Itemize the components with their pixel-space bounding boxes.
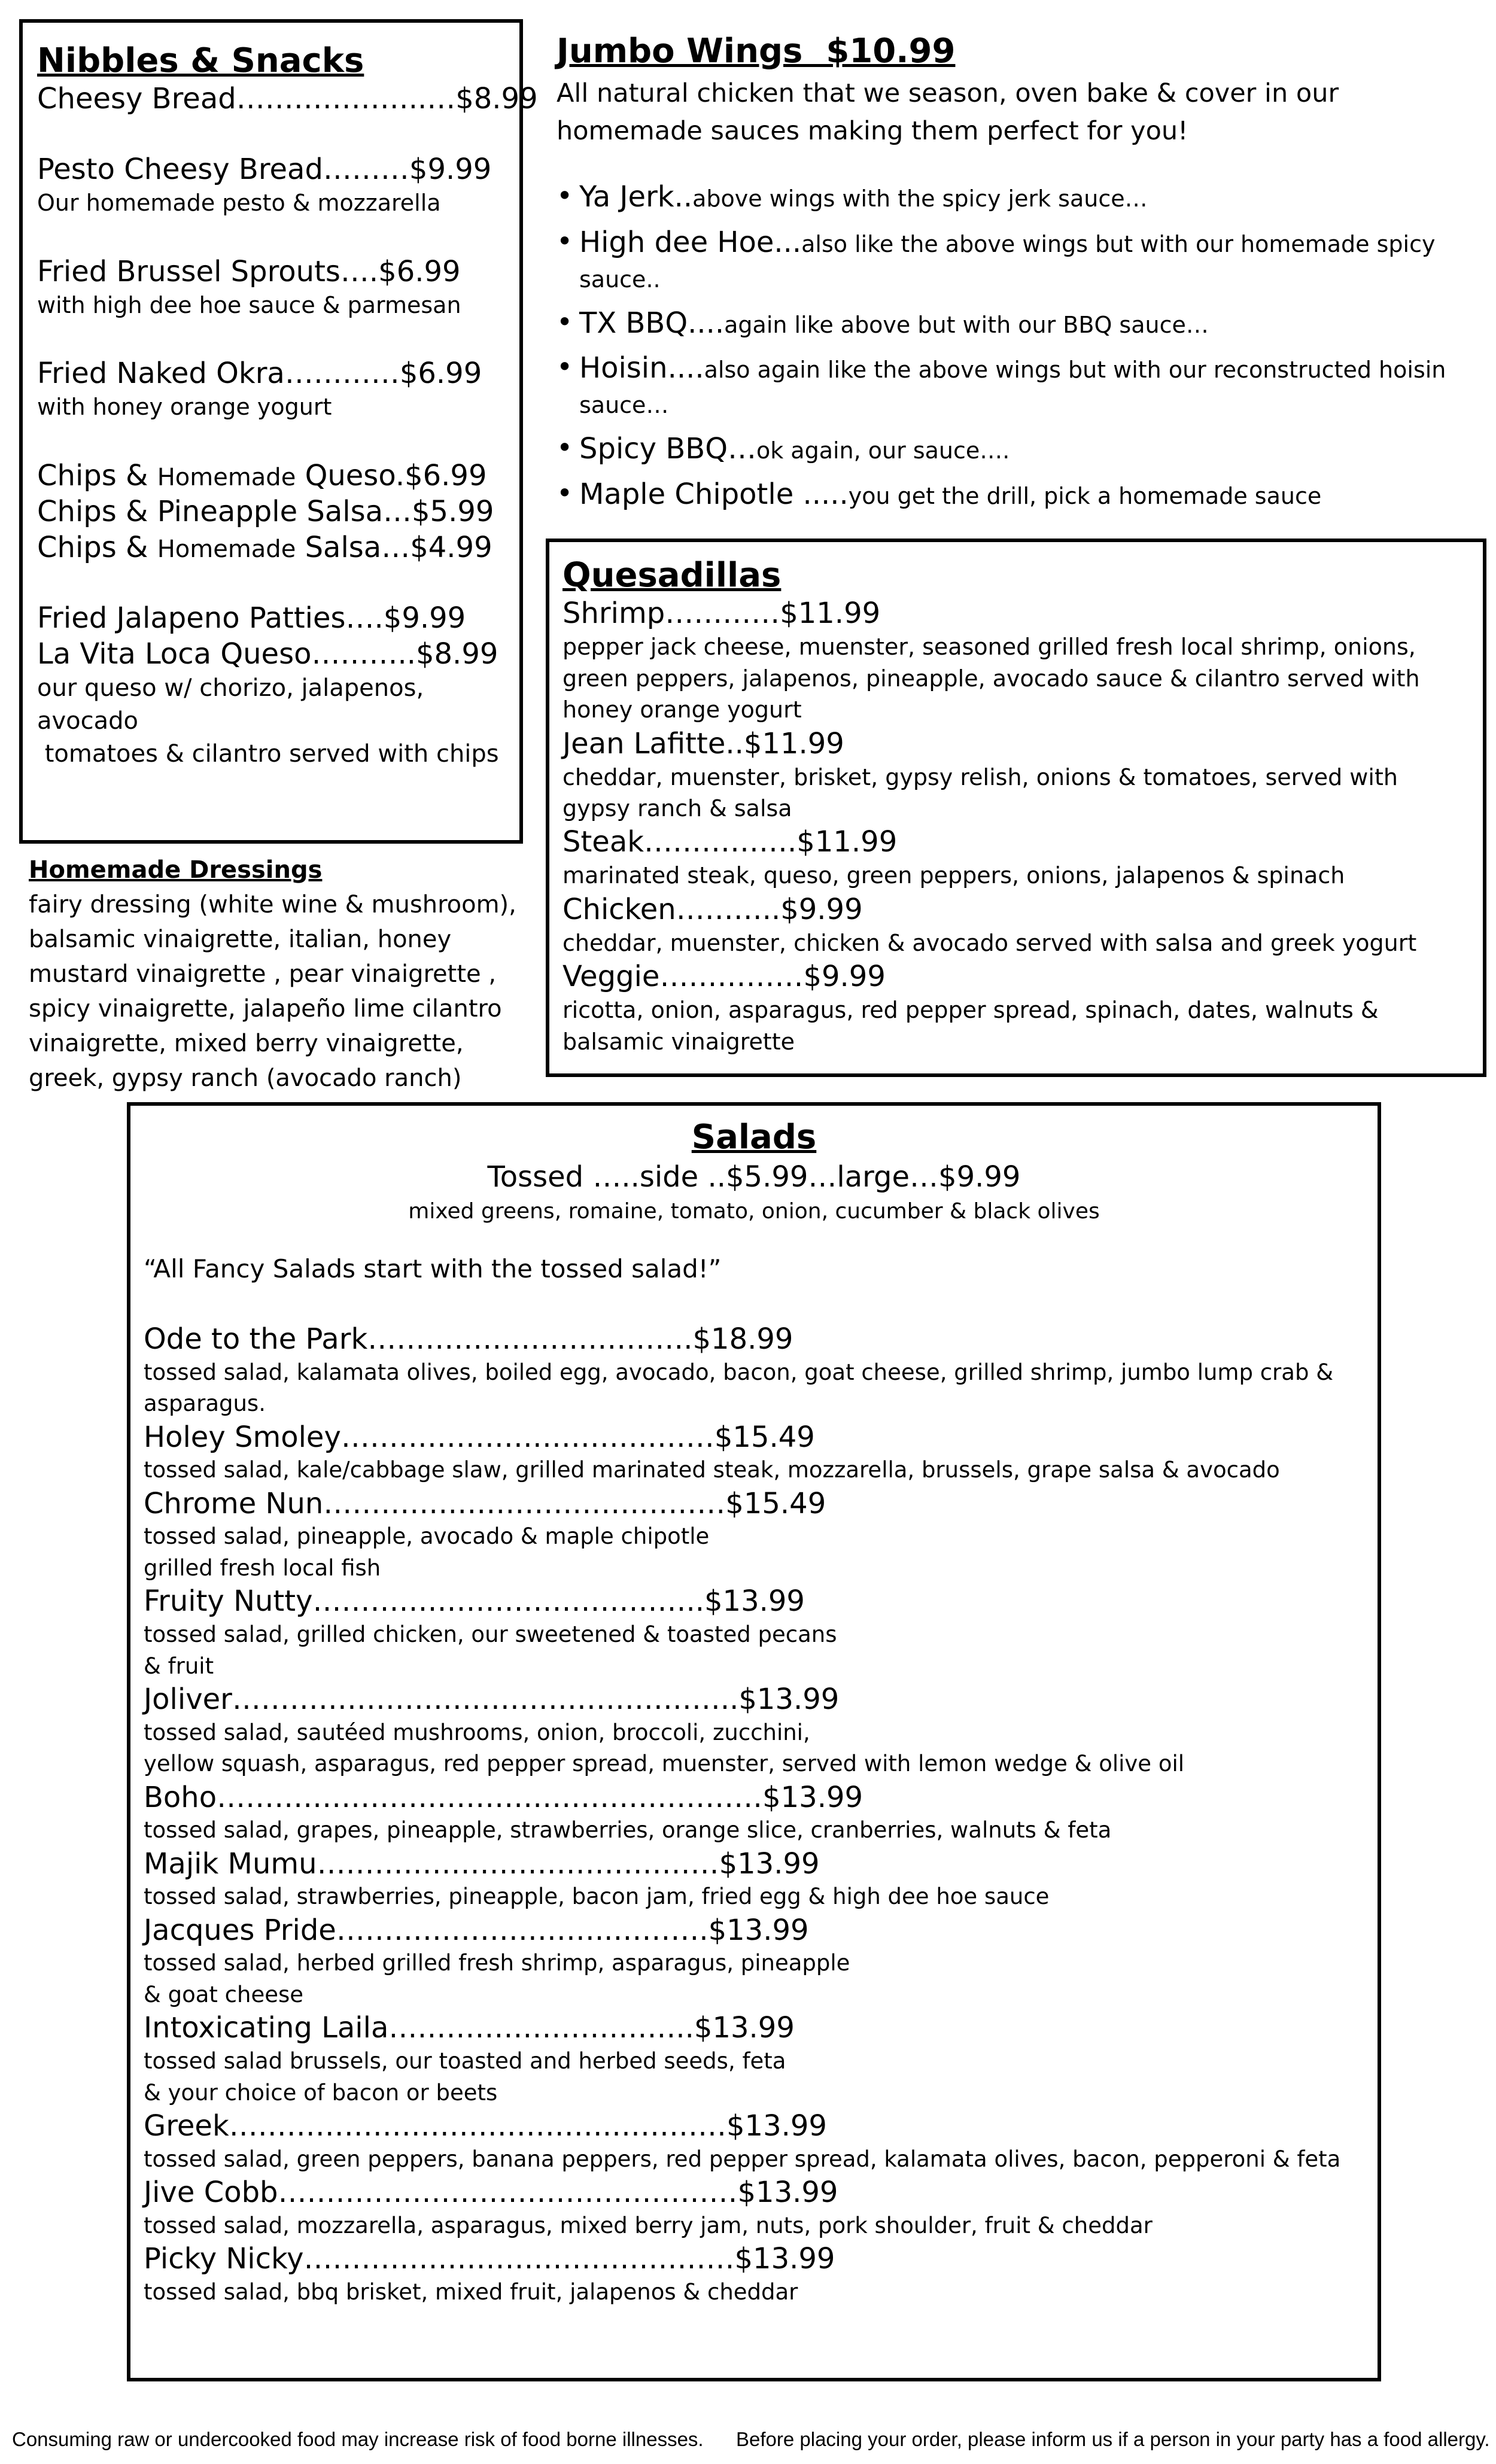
salad-desc: yellow squash, asparagus, red pepper spread, muenster, served with lemon wedge & olive oil xyxy=(144,1751,1185,1777)
wings-intro: All natural chicken that we season, oven bake & cover in our homemade sauces making them perfect for you! xyxy=(557,78,1339,146)
quesadilla-name: Jean Lafitte..$11.99 xyxy=(562,726,844,761)
salads-section xyxy=(127,1102,1381,2381)
nibbles-item-name: Pesto Cheesy Bread………$9.99 xyxy=(37,153,492,187)
wings-item-name: Maple Chipotle ..... xyxy=(579,477,849,512)
wings-item xyxy=(557,224,1478,297)
salad-name: Holey Smoley…………………………………$15.49 xyxy=(144,1420,815,1454)
wings-item-name: Spicy BBQ… xyxy=(579,432,756,466)
quesadilla-name: Shrimp…………$11.99 xyxy=(562,597,881,631)
wings-item-desc: you get the drill, pick a homemade sauce xyxy=(848,483,1322,510)
chips-queso xyxy=(37,458,519,494)
wings-item-desc: also like the above wings but with our homemade spicy sauce.. xyxy=(579,230,1436,293)
wings-item xyxy=(557,349,1478,423)
dressings-title: Homemade Dressings xyxy=(29,856,323,884)
salad-list xyxy=(144,1322,1378,2308)
wings-item-name: Ya Jerk.. xyxy=(579,180,693,214)
chips-salsa-a: Chips & xyxy=(37,530,157,564)
salad-desc: tossed salad, grilled chicken, our sweetened & toasted pecans xyxy=(144,1622,837,1648)
chips-queso-c: Queso.$6.99 xyxy=(296,458,487,492)
nibbles-item-name: Fried Brussel Sprouts….$6.99 xyxy=(37,254,461,288)
salad-desc: tossed salad, sautéed mushrooms, onion, broccoli, zucchini, xyxy=(144,1719,810,1745)
salad-name: Ode to the Park…………………………….$18.99 xyxy=(144,1322,793,1356)
salad-desc: tossed salad, strawberries, pineapple, bacon jam, fried egg & high dee hoe sauce xyxy=(144,1884,1050,1910)
wings-item xyxy=(557,178,1478,217)
la-vita-loca-queso: La Vita Loca Queso………..$8.99 xyxy=(37,637,498,671)
quesadillas-section xyxy=(546,539,1486,1077)
footer-raw-food-notice: Consuming raw or undercooked food may increase risk of food borne illnesses. xyxy=(12,2428,704,2450)
nibbles-title: Nibbles & Snacks xyxy=(37,41,364,80)
quesadilla-desc: cheddar, muenster, chicken & avocado served with salsa and greek yogurt xyxy=(562,929,1417,956)
wings-item-name: High dee Hoe... xyxy=(579,225,802,259)
salad-desc: tossed salad, kalamata olives, boiled egg, avocado, bacon, goat cheese, grilled shrimp, jumbo lump crab & asparagus. xyxy=(144,1359,1334,1417)
salad-name: Fruity Nutty…………………………………..$13.99 xyxy=(144,1584,805,1619)
chips-pineapple-salsa: Chips & Pineapple Salsa…$5.99 xyxy=(37,494,494,528)
salads-title: Salads xyxy=(691,1118,817,1157)
salad-name: Intoxicating Laila…………………………..$13.99 xyxy=(144,2011,795,2045)
chips-salsa-b: Homemade xyxy=(157,535,296,563)
dressings-section xyxy=(29,853,519,1096)
jalapeno-patties: Fried Jalapeno Patties….$9.99 xyxy=(37,601,466,635)
la-vita-desc-2: tomatoes & cilantro served with chips xyxy=(37,740,499,768)
quesadilla-name: Chicken………..$9.99 xyxy=(562,892,863,926)
bullet-icon: • xyxy=(557,351,573,384)
nibbles-item-name: Fried Naked Okra…………$6.99 xyxy=(37,357,482,391)
salad-name: Greek………………………………….…………$13.99 xyxy=(144,2109,827,2143)
nibbles-item-desc: with high dee hoe sauce & parmesan xyxy=(37,291,461,318)
salad-desc: & goat cheese xyxy=(144,1981,304,2007)
bullet-icon: • xyxy=(557,224,573,257)
salads-quote: “All Fancy Salads start with the tossed salad!” xyxy=(144,1254,722,1284)
wings-item xyxy=(557,430,1478,469)
nibbles-item-desc: with honey orange yogurt xyxy=(37,394,332,421)
chips-salsa-c: Salsa…$4.99 xyxy=(296,530,492,564)
chips-salsa xyxy=(37,530,519,565)
wings-item-desc: above wings with the spicy jerk sauce… xyxy=(692,185,1148,212)
salad-name: Jacques Pride………………………..……….$13.99 xyxy=(144,1913,809,1947)
bullet-icon: • xyxy=(557,431,573,464)
salad-desc: tossed salad, kale/cabbage slaw, grilled marinated steak, mozzarella, brussels, grape salsa & avocado xyxy=(144,1457,1280,1483)
nibbles-item-name: Cheesy Bread………………..…$8.99 xyxy=(37,82,538,116)
dressings-text: fairy dressing (white wine & mushroom), balsamic vinaigrette, italian, honey mustard vinaigrette , pear vinaigrette , spicy vinaigrette, jalapeño lime cilantro vinaigrette, mixed berry vinaigrette, greek, gypsy ranch (avocado ranch) xyxy=(29,891,516,1092)
salad-desc: & your choice of bacon or beets xyxy=(144,2079,498,2106)
footer-allergy-notice: Before placing your order, please inform us if a person in your party has a food allergy. xyxy=(736,2428,1490,2450)
salad-desc: grilled fresh local fish xyxy=(144,1555,381,1581)
wings-title: Jumbo Wings $10.99 xyxy=(557,32,956,71)
nibbles-list xyxy=(37,81,538,771)
wings-item xyxy=(557,305,1478,343)
wings-item-name: TX BBQ.... xyxy=(579,306,725,340)
salad-desc: & fruit xyxy=(144,1653,214,1679)
salad-name: Picky Nicky………………………………………$13.99 xyxy=(144,2242,835,2276)
wings-list xyxy=(557,178,1478,514)
wings-section xyxy=(557,31,1478,521)
wings-item-name: Hoisin.... xyxy=(579,351,704,385)
quesadilla-desc: ricotta, onion, asparagus, red pepper spread, spinach, dates, walnuts & balsamic vinaigrette xyxy=(562,997,1379,1055)
wings-item xyxy=(557,476,1478,514)
quesadilla-desc: pepper jack cheese, muenster, seasoned grilled fresh local shrimp, onions, green peppers, jalapenos, pineapple, avocado sauce & cilantro served with honey orange yogurt xyxy=(562,634,1420,723)
salad-desc: tossed salad, grapes, pineapple, strawberries, orange slice, cranberries, walnuts & feta xyxy=(144,1817,1112,1844)
wings-item-desc: ok again, our sauce…. xyxy=(756,437,1010,464)
wings-item-desc: also again like the above wings but with our reconstructed hoisin sauce… xyxy=(579,357,1446,419)
bullet-icon: • xyxy=(557,477,573,510)
la-vita-desc-1: our queso w/ chorizo, jalapenos, avocado xyxy=(37,674,424,735)
tossed-salad-price: Tossed …..side ..$5.99…large…$9.99 xyxy=(487,1160,1021,1194)
chips-queso-b: Homemade xyxy=(157,463,296,491)
salad-desc: tossed salad, pineapple, avocado & maple chipotle xyxy=(144,1523,710,1550)
salad-name: Majik Mumu……………………………………$13.99 xyxy=(144,1847,820,1881)
wings-item-desc: again like above but with our BBQ sauce… xyxy=(724,311,1209,338)
chips-queso-a: Chips & xyxy=(37,458,157,492)
footer xyxy=(12,2428,1490,2451)
nibbles-section xyxy=(19,19,538,844)
salad-name: Boho…………………………………………………$13.99 xyxy=(144,1780,863,1814)
quesadilla-desc: marinated steak, queso, green peppers, onions, jalapenos & spinach xyxy=(562,862,1345,889)
quesadilla-name: Steak…………….$11.99 xyxy=(562,825,898,859)
salad-name: Jive Cobb…………………………………………$13.99 xyxy=(144,2176,838,2210)
salad-desc: tossed salad, green peppers, banana peppers, red pepper spread, kalamata olives, bacon, pepperoni & feta xyxy=(144,2146,1341,2172)
nibbles-item-desc: Our homemade pesto & mozzarella xyxy=(37,190,441,217)
bullet-icon: • xyxy=(557,305,573,338)
salad-desc: tossed salad, mozzarella, asparagus, mixed berry jam, nuts, pork shoulder, fruit & cheddar xyxy=(144,2212,1153,2238)
salad-name: Joliver……………………………………………..$13.99 xyxy=(144,1683,840,1717)
quesadilla-name: Veggie……………$9.99 xyxy=(562,960,886,994)
salad-desc: tossed salad, herbed grilled fresh shrimp, asparagus, pineapple xyxy=(144,1950,850,1976)
salad-desc: tossed salad, bbq brisket, mixed fruit, jalapenos & cheddar xyxy=(144,2279,798,2305)
salad-name: Chrome Nun……………………………………$15.49 xyxy=(144,1486,826,1520)
tossed-salad-desc: mixed greens, romaine, tomato, onion, cucumber & black olives xyxy=(408,1199,1100,1224)
salad-desc: tossed salad brussels, our toasted and herbed seeds, feta xyxy=(144,2048,786,2074)
bullet-icon: • xyxy=(557,179,573,212)
quesadillas-title: Quesadillas xyxy=(562,556,782,595)
quesadilla-desc: cheddar, muenster, brisket, gypsy relish, onions & tomatoes, served with gypsy ranch & salsa xyxy=(562,763,1398,822)
